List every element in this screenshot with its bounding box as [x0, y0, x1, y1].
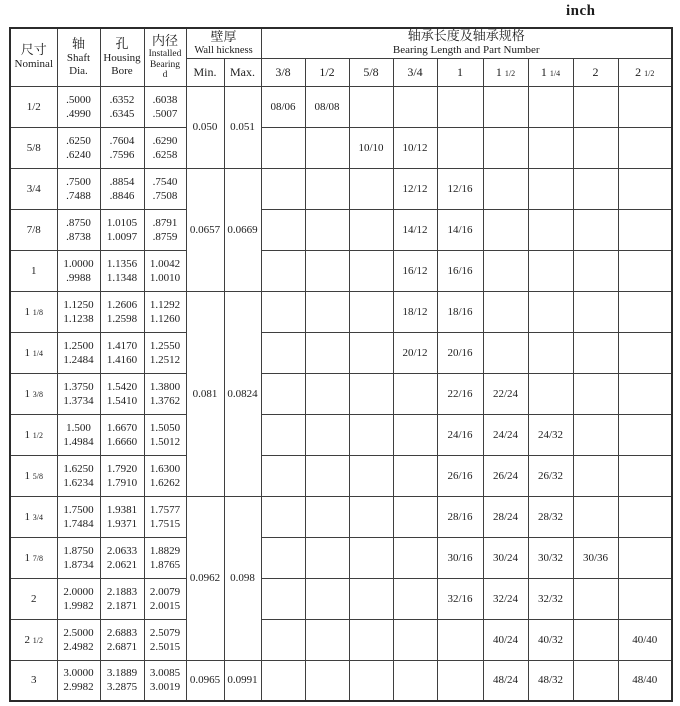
part-number-cell	[349, 373, 393, 414]
part-number-cell	[393, 578, 437, 619]
part-number-cell: 16/12	[393, 250, 437, 291]
part-number-cell	[618, 496, 672, 537]
housing-bore-cell: 1.9381 1.9371	[100, 496, 144, 537]
nominal-cell: 1 1/4	[10, 332, 57, 373]
housing-bore-cell: 1.6670 1.6660	[100, 414, 144, 455]
part-number-cell	[393, 537, 437, 578]
part-number-cell: 28/32	[528, 496, 573, 537]
part-number-cell	[437, 619, 483, 660]
installed-bearing-cell: 2.5079 2.5015	[144, 619, 186, 660]
header-housing-en1: Housing	[103, 51, 141, 64]
header-part-column: 5/8	[349, 58, 393, 86]
header-bearing-en: Bearing Length and Part Number	[392, 44, 540, 57]
part-number-cell: 12/16	[437, 168, 483, 209]
part-number-cell	[393, 619, 437, 660]
part-number-cell: 08/06	[261, 86, 305, 127]
part-number-cell	[483, 332, 528, 373]
housing-bore-cell: 1.1356 1.1348	[100, 250, 144, 291]
part-number-cell	[305, 578, 349, 619]
part-number-cell	[261, 578, 305, 619]
wall-max-cell: 0.098	[224, 496, 261, 660]
nominal-cell: 3	[10, 660, 57, 701]
table-row	[10, 455, 672, 496]
part-number-cell	[528, 86, 573, 127]
shaft-dia-cell: 1.8750 1.8734	[57, 537, 100, 578]
part-number-cell	[573, 127, 618, 168]
installed-bearing-cell: 1.8829 1.8765	[144, 537, 186, 578]
header-installed-en2: Bearing	[149, 59, 181, 70]
part-number-cell	[349, 619, 393, 660]
part-number-cell	[618, 332, 672, 373]
part-number-cell	[349, 332, 393, 373]
wall-min-cell: 0.0965	[186, 660, 224, 701]
part-number-cell: 32/24	[483, 578, 528, 619]
table-row	[10, 250, 672, 291]
part-number-cell	[349, 455, 393, 496]
shaft-dia-cell: 1.7500 1.7484	[57, 496, 100, 537]
housing-bore-cell: 1.4170 1.4160	[100, 332, 144, 373]
nominal-cell: 2	[10, 578, 57, 619]
housing-bore-cell: .7604 .7596	[100, 127, 144, 168]
header-installed-en3: d	[162, 70, 168, 80]
part-number-cell	[618, 455, 672, 496]
part-number-cell	[528, 373, 573, 414]
shaft-dia-cell: .8750 .8738	[57, 209, 100, 250]
header-wall-en: Wall hickness	[194, 44, 253, 56]
nominal-cell: 2 1/2	[10, 619, 57, 660]
housing-bore-cell: 3.1889 3.2875	[100, 660, 144, 701]
part-number-cell	[573, 414, 618, 455]
part-number-cell	[528, 332, 573, 373]
part-number-cell	[573, 619, 618, 660]
part-number-cell: 30/16	[437, 537, 483, 578]
nominal-cell: 5/8	[10, 127, 57, 168]
table-row	[10, 127, 672, 168]
part-number-cell	[393, 86, 437, 127]
wall-min-cell: 0.050	[186, 86, 224, 168]
shaft-dia-cell: .6250 .6240	[57, 127, 100, 168]
part-number-cell	[483, 291, 528, 332]
part-number-cell: 32/16	[437, 578, 483, 619]
part-number-cell: 26/16	[437, 455, 483, 496]
part-number-cell	[483, 250, 528, 291]
part-number-cell	[305, 168, 349, 209]
part-number-cell	[261, 332, 305, 373]
part-number-cell	[483, 209, 528, 250]
header-part-column: 1 1/4	[528, 58, 573, 86]
part-number-cell: 30/32	[528, 537, 573, 578]
header-part-column: 1 1/2	[483, 58, 528, 86]
shaft-dia-cell: 1.2500 1.2484	[57, 332, 100, 373]
housing-bore-cell: 1.5420 1.5410	[100, 373, 144, 414]
part-number-cell	[393, 455, 437, 496]
part-number-cell	[573, 291, 618, 332]
part-number-cell: 24/32	[528, 414, 573, 455]
part-number-cell	[483, 127, 528, 168]
shaft-dia-cell: .7500 .7488	[57, 168, 100, 209]
housing-bore-cell: 2.1883 2.1871	[100, 578, 144, 619]
part-number-cell	[618, 537, 672, 578]
part-number-cell: 28/16	[437, 496, 483, 537]
header-installed-zh: 内径	[151, 34, 178, 49]
part-number-cell	[573, 86, 618, 127]
header-bearing-zh: 轴承长度及轴承规格	[407, 29, 525, 45]
part-number-cell	[261, 168, 305, 209]
part-number-cell	[528, 168, 573, 209]
part-number-cell	[393, 496, 437, 537]
part-number-cell: 20/16	[437, 332, 483, 373]
part-number-cell	[573, 332, 618, 373]
bearing-spec-table	[9, 27, 673, 702]
installed-bearing-cell: .8791 .8759	[144, 209, 186, 250]
housing-bore-cell: 1.0105 1.0097	[100, 209, 144, 250]
part-number-cell	[573, 209, 618, 250]
part-number-cell	[349, 537, 393, 578]
shaft-dia-cell: 2.0000 1.9982	[57, 578, 100, 619]
table-row	[10, 619, 672, 660]
part-number-cell	[573, 168, 618, 209]
part-number-cell	[393, 414, 437, 455]
part-number-cell: 30/24	[483, 537, 528, 578]
part-number-cell	[349, 414, 393, 455]
installed-bearing-cell: 2.0079 2.0015	[144, 578, 186, 619]
header-shaft-en2: Dia.	[69, 64, 88, 77]
part-number-cell	[261, 414, 305, 455]
nominal-cell: 1 5/8	[10, 455, 57, 496]
wall-min-cell: 0.0657	[186, 168, 224, 291]
header-wall-zh: 壁厚	[210, 29, 237, 45]
nominal-cell: 3/4	[10, 168, 57, 209]
part-number-cell	[393, 660, 437, 701]
part-number-cell	[437, 127, 483, 168]
header-part-column: 1	[437, 58, 483, 86]
header-bearing-length-group	[261, 28, 672, 58]
wall-max-cell: 0.0669	[224, 168, 261, 291]
part-number-cell	[261, 373, 305, 414]
part-number-cell	[349, 86, 393, 127]
part-number-cell	[305, 660, 349, 701]
part-number-cell	[618, 578, 672, 619]
part-number-cell	[261, 455, 305, 496]
part-number-cell: 26/32	[528, 455, 573, 496]
part-number-cell: 40/40	[618, 619, 672, 660]
housing-bore-cell: .6352 .6345	[100, 86, 144, 127]
header-wall-thickness-group	[186, 28, 261, 58]
part-number-cell	[528, 127, 573, 168]
nominal-cell: 1 1/8	[10, 291, 57, 332]
part-number-cell	[618, 291, 672, 332]
shaft-dia-cell: 1.6250 1.6234	[57, 455, 100, 496]
part-number-cell	[261, 537, 305, 578]
part-number-cell	[573, 250, 618, 291]
table-row	[10, 332, 672, 373]
part-number-cell	[437, 86, 483, 127]
part-number-cell	[618, 250, 672, 291]
shaft-dia-cell: 2.5000 2.4982	[57, 619, 100, 660]
header-wall-min: Min.	[186, 58, 224, 86]
nominal-cell: 1 7/8	[10, 537, 57, 578]
nominal-cell: 1 3/4	[10, 496, 57, 537]
installed-bearing-cell: 1.5050 1.5012	[144, 414, 186, 455]
part-number-cell	[349, 168, 393, 209]
part-number-cell	[618, 127, 672, 168]
part-number-cell	[261, 496, 305, 537]
part-number-cell	[261, 209, 305, 250]
header-part-column: 1/2	[305, 58, 349, 86]
housing-bore-cell: 2.6883 2.6871	[100, 619, 144, 660]
part-number-cell	[573, 496, 618, 537]
table-row	[10, 373, 672, 414]
wall-min-cell: 0.081	[186, 291, 224, 496]
part-number-cell	[305, 127, 349, 168]
part-number-cell	[349, 209, 393, 250]
installed-bearing-cell: .7540 .7508	[144, 168, 186, 209]
installed-bearing-cell: 1.6300 1.6262	[144, 455, 186, 496]
shaft-dia-cell: 3.0000 2.9982	[57, 660, 100, 701]
shaft-dia-cell: 1.1250 1.1238	[57, 291, 100, 332]
part-number-cell	[261, 127, 305, 168]
part-number-cell	[305, 373, 349, 414]
installed-bearing-cell: 1.3800 1.3762	[144, 373, 186, 414]
housing-bore-cell: 1.7920 1.7910	[100, 455, 144, 496]
table-row	[10, 496, 672, 537]
header-nominal-zh: 尺寸	[20, 43, 47, 59]
nominal-cell: 1	[10, 250, 57, 291]
part-number-cell	[573, 455, 618, 496]
part-number-cell	[618, 209, 672, 250]
installed-bearing-cell: 1.7577 1.7515	[144, 496, 186, 537]
part-number-cell: 18/12	[393, 291, 437, 332]
installed-bearing-cell: .6038 .5007	[144, 86, 186, 127]
header-wall-max: Max.	[224, 58, 261, 86]
part-number-cell	[528, 250, 573, 291]
part-number-cell: 24/16	[437, 414, 483, 455]
part-number-cell	[573, 578, 618, 619]
part-number-cell	[349, 660, 393, 701]
part-number-cell: 48/40	[618, 660, 672, 701]
header-shaft	[57, 28, 100, 86]
part-number-cell: 30/36	[573, 537, 618, 578]
part-number-cell: 08/08	[305, 86, 349, 127]
installed-bearing-cell: .6290 .6258	[144, 127, 186, 168]
part-number-cell	[618, 168, 672, 209]
part-number-cell	[528, 291, 573, 332]
installed-bearing-cell: 1.1292 1.1260	[144, 291, 186, 332]
part-number-cell	[437, 660, 483, 701]
installed-bearing-cell: 1.0042 1.0010	[144, 250, 186, 291]
header-shaft-zh: 轴	[71, 36, 85, 52]
unit-label: inch	[566, 3, 596, 19]
part-number-cell: 20/12	[393, 332, 437, 373]
part-number-cell	[261, 250, 305, 291]
shaft-dia-cell: 1.500 1.4984	[57, 414, 100, 455]
part-number-cell	[261, 291, 305, 332]
shaft-dia-cell: .5000 .4990	[57, 86, 100, 127]
nominal-cell: 1/2	[10, 86, 57, 127]
header-housing-zh: 孔	[115, 36, 129, 52]
installed-bearing-cell: 1.2550 1.2512	[144, 332, 186, 373]
header-installed-en1: Installed	[148, 49, 182, 59]
shaft-dia-cell: 1.0000 .9988	[57, 250, 100, 291]
part-number-cell	[305, 414, 349, 455]
housing-bore-cell: 1.2606 1.2598	[100, 291, 144, 332]
part-number-cell	[349, 250, 393, 291]
header-part-column: 2 1/2	[618, 58, 672, 86]
part-number-cell	[305, 455, 349, 496]
part-number-cell	[349, 291, 393, 332]
part-number-cell	[618, 373, 672, 414]
part-number-cell: 12/12	[393, 168, 437, 209]
part-number-cell	[305, 332, 349, 373]
part-number-cell: 28/24	[483, 496, 528, 537]
part-number-cell: 48/24	[483, 660, 528, 701]
part-number-cell: 24/24	[483, 414, 528, 455]
header-part-column: 3/8	[261, 58, 305, 86]
header-row-groups	[10, 28, 672, 58]
part-number-cell	[261, 619, 305, 660]
header-part-column: 2	[573, 58, 618, 86]
header-installed-bearing	[144, 28, 186, 86]
part-number-cell: 10/10	[349, 127, 393, 168]
part-number-cell	[573, 660, 618, 701]
wall-min-cell: 0.0962	[186, 496, 224, 660]
table-row	[10, 414, 672, 455]
header-nominal	[10, 28, 57, 86]
housing-bore-cell: .8854 .8846	[100, 168, 144, 209]
part-number-cell	[349, 578, 393, 619]
installed-bearing-cell: 3.0085 3.0019	[144, 660, 186, 701]
part-number-cell	[305, 209, 349, 250]
part-number-cell: 14/12	[393, 209, 437, 250]
table-row	[10, 537, 672, 578]
table-row	[10, 660, 672, 701]
part-number-cell	[618, 414, 672, 455]
header-housing	[100, 28, 144, 86]
table-row	[10, 86, 672, 127]
table-body	[10, 86, 672, 701]
part-number-cell: 14/16	[437, 209, 483, 250]
header-part-column: 3/4	[393, 58, 437, 86]
table-row	[10, 209, 672, 250]
part-number-cell	[483, 86, 528, 127]
part-number-cell: 10/12	[393, 127, 437, 168]
header-nominal-en: Nominal	[14, 58, 53, 71]
nominal-cell: 7/8	[10, 209, 57, 250]
nominal-cell: 1 3/8	[10, 373, 57, 414]
part-number-cell: 48/32	[528, 660, 573, 701]
part-number-cell: 22/24	[483, 373, 528, 414]
part-number-cell	[349, 496, 393, 537]
part-number-cell	[528, 209, 573, 250]
wall-max-cell: 0.0824	[224, 291, 261, 496]
shaft-dia-cell: 1.3750 1.3734	[57, 373, 100, 414]
part-number-cell	[573, 373, 618, 414]
part-number-cell	[483, 168, 528, 209]
part-number-cell	[261, 660, 305, 701]
part-number-cell: 26/24	[483, 455, 528, 496]
part-number-cell	[305, 291, 349, 332]
part-number-cell	[305, 537, 349, 578]
part-number-cell	[305, 496, 349, 537]
part-number-cell: 40/24	[483, 619, 528, 660]
part-number-cell	[305, 619, 349, 660]
part-number-cell: 22/16	[437, 373, 483, 414]
part-number-cell: 18/16	[437, 291, 483, 332]
part-number-cell: 16/16	[437, 250, 483, 291]
header-housing-en2: Bore	[111, 64, 133, 77]
wall-max-cell: 0.0991	[224, 660, 261, 701]
housing-bore-cell: 2.0633 2.0621	[100, 537, 144, 578]
nominal-cell: 1 1/2	[10, 414, 57, 455]
table-row	[10, 578, 672, 619]
header-shaft-en1: Shaft	[66, 51, 91, 64]
part-number-cell: 40/32	[528, 619, 573, 660]
part-number-cell	[393, 373, 437, 414]
part-number-cell	[618, 86, 672, 127]
table-row	[10, 168, 672, 209]
wall-max-cell: 0.051	[224, 86, 261, 168]
part-number-cell: 32/32	[528, 578, 573, 619]
part-number-cell	[305, 250, 349, 291]
table-row	[10, 291, 672, 332]
